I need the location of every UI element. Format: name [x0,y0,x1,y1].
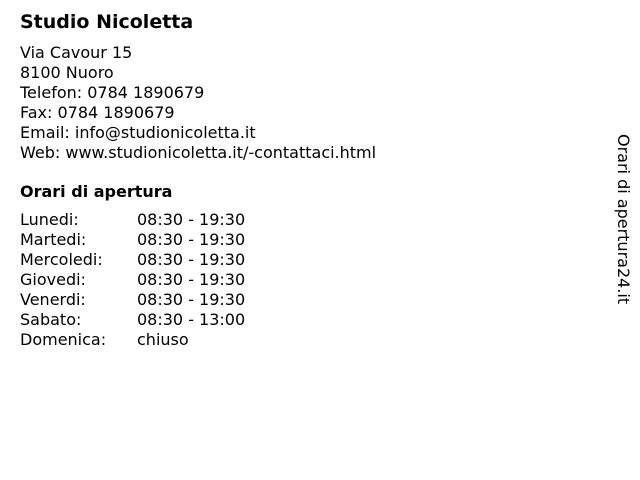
hours-day: Lunedi: [20,210,79,229]
watermark-text: Orari di apertura24.it [614,134,633,305]
hours-day: Martedi: [20,230,87,249]
email-line: Email: info@studionicoletta.it [20,123,256,142]
hours-day: Domenica: [20,330,107,349]
hours-time: 08:30 - 19:30 [137,250,246,269]
opening-hours-title: Orari di apertura [20,182,173,201]
hours-time: chiuso [137,330,189,349]
fax-line: Fax: 0784 1890679 [20,103,175,122]
hours-row-monday [20,210,580,230]
hours-row-wednesday [20,250,580,270]
watermark [608,134,638,310]
hours-row-friday [20,290,580,310]
website-line: Web: www.studionicoletta.it/-contattaci.html [20,143,377,162]
hours-time: 08:30 - 13:00 [137,310,246,329]
hours-day: Mercoledi: [20,250,103,269]
hours-day: Giovedi: [20,270,86,289]
hours-time: 08:30 - 19:30 [137,230,246,249]
hours-time: 08:30 - 19:30 [137,210,246,229]
hours-time: 08:30 - 19:30 [137,290,246,309]
hours-row-saturday [20,310,580,330]
business-card [20,10,580,350]
hours-time: 08:30 - 19:30 [137,270,246,289]
contact-block [20,43,580,163]
opening-hours-table [20,210,580,350]
city-line: 8100 Nuoro [20,63,114,82]
hours-day: Venerdi: [20,290,86,309]
hours-row-thursday [20,270,580,290]
phone-line: Telefon: 0784 1890679 [20,83,205,102]
hours-row-sunday [20,330,580,350]
address-line: Via Cavour 15 [20,43,133,62]
hours-row-tuesday [20,230,580,250]
hours-day: Sabato: [20,310,82,329]
business-name: Studio Nicoletta [20,11,194,33]
